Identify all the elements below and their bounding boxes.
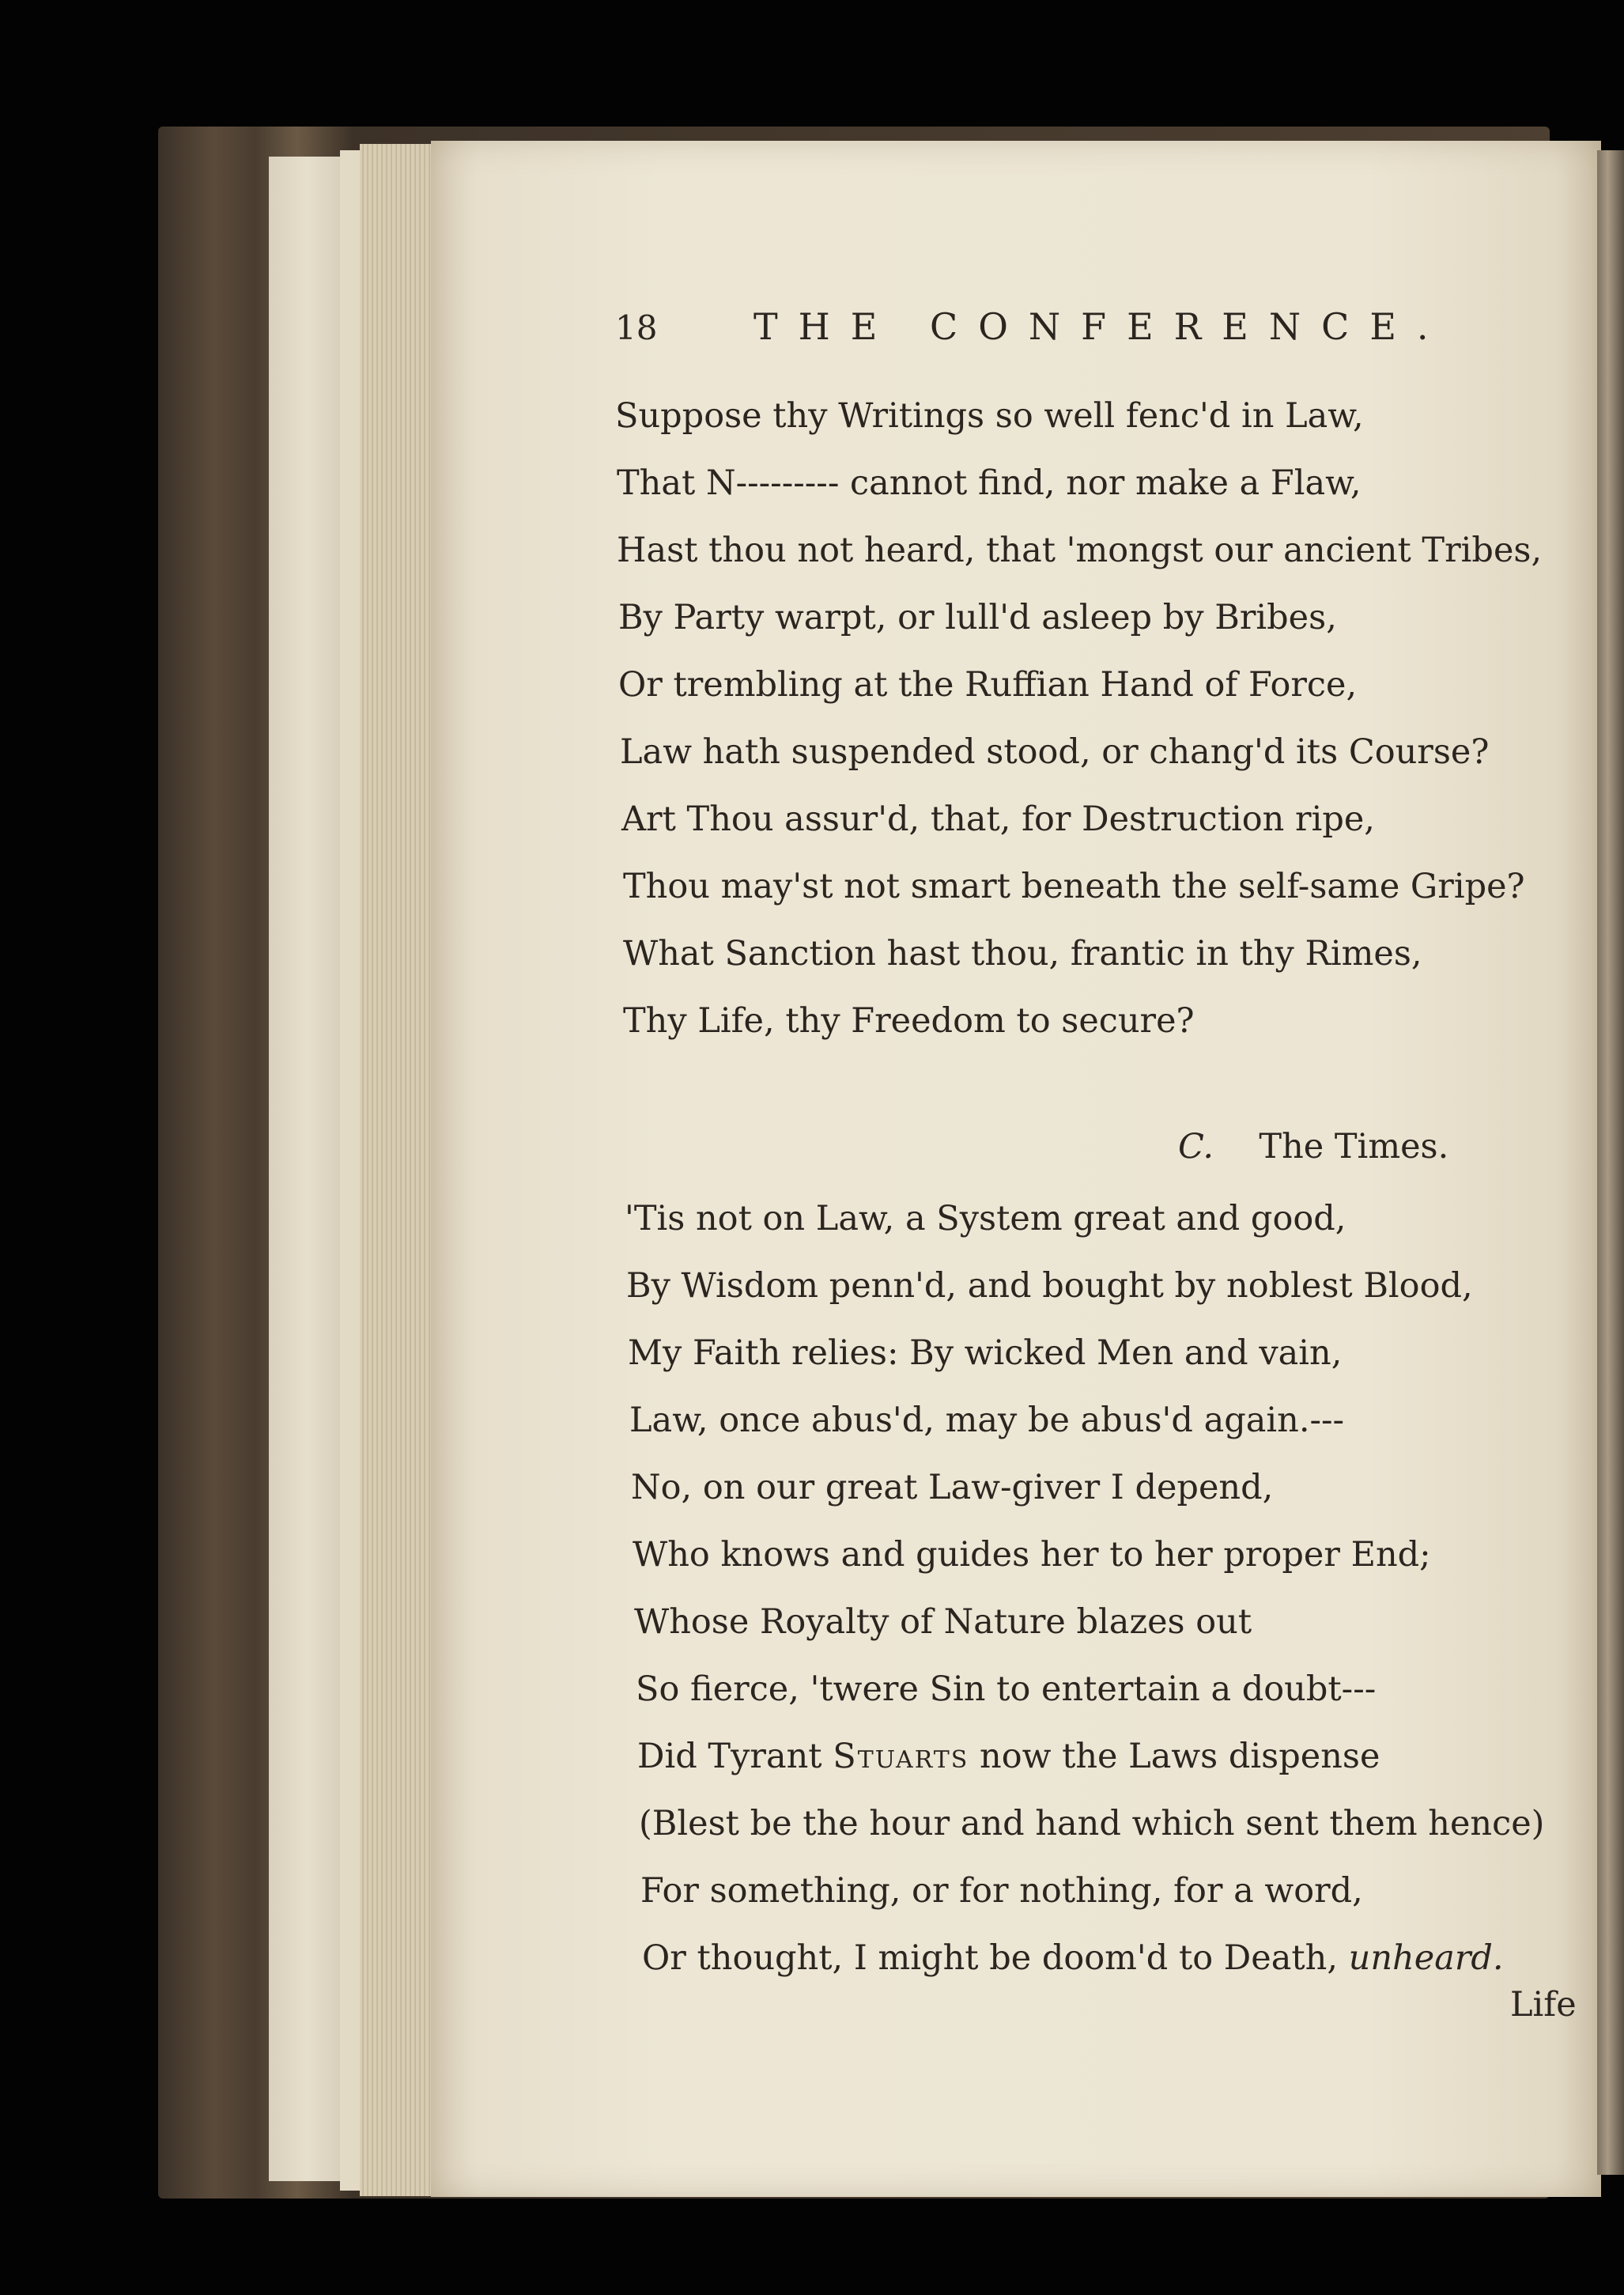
page-number: 18 [615, 308, 658, 347]
catchword: Life [1510, 1985, 1577, 2025]
verse-line: For something, or for nothing, for a word, [640, 1871, 1363, 1911]
verse-line: So fierce, 'twere Sin to entertain a doubt--- [636, 1669, 1377, 1709]
verse-line: My Faith relies: By wicked Men and vain, [628, 1333, 1343, 1373]
verse-line: Law, once abus'd, may be abus'd again.--- [629, 1401, 1345, 1440]
running-title: THE CONFERENCE. [753, 305, 1449, 348]
verse-text: now the Laws dispense [969, 1737, 1380, 1776]
verse-text: Did Tyrant [637, 1737, 833, 1776]
verse-text: Or thought, I might be doom'd to Death, [642, 1938, 1349, 1978]
verse-line: By Wisdom penn'd, and bought by noblest Blood, [626, 1266, 1473, 1306]
verse-line: By Party warpt, or lull'd asleep by Bribes, [618, 598, 1337, 637]
page-header [615, 305, 1453, 364]
verse-line: That N--------- cannot find, nor make a Flaw, [617, 463, 1362, 503]
verse-smallcaps: Stuarts [833, 1737, 969, 1776]
verse-italic: unheard. [1348, 1938, 1504, 1978]
speaker-heading [1178, 1127, 1448, 1166]
verse-line: Or trembling at the Ruffian Hand of Force, [618, 665, 1358, 705]
verse-line: Thou may'st not smart beneath the self-same Gripe? [623, 867, 1525, 906]
verse-line: Suppose thy Writings so well fenc'd in Law, [615, 396, 1364, 436]
verse-line: No, on our great Law-giver I depend, [631, 1468, 1274, 1507]
verse-line: 'Tis not on Law, a System great and good, [625, 1199, 1346, 1238]
verse-line: Law hath suspended stood, or chang'd its Course? [620, 732, 1490, 772]
verse-line: Whose Royalty of Nature blazes out [634, 1602, 1252, 1642]
verse-line [642, 1938, 1504, 1978]
verse-line: (Blest be the hour and hand which sent them hence) [639, 1804, 1545, 1843]
verse-line: What Sanction hast thou, frantic in thy Rimes, [623, 934, 1422, 974]
verse-line: Thy Life, thy Freedom to secure? [623, 1001, 1195, 1041]
verse-line: Who knows and guides her to her proper End; [633, 1535, 1431, 1575]
verse-line [637, 1737, 1380, 1776]
speaker-label: C. [1178, 1127, 1214, 1166]
verse-line: Hast thou not heard, that 'mongst our ancient Tribes, [617, 531, 1543, 570]
speaker-name: The Times. [1259, 1127, 1449, 1166]
verse-line: Art Thou assur'd, that, for Destruction ripe, [621, 800, 1375, 839]
